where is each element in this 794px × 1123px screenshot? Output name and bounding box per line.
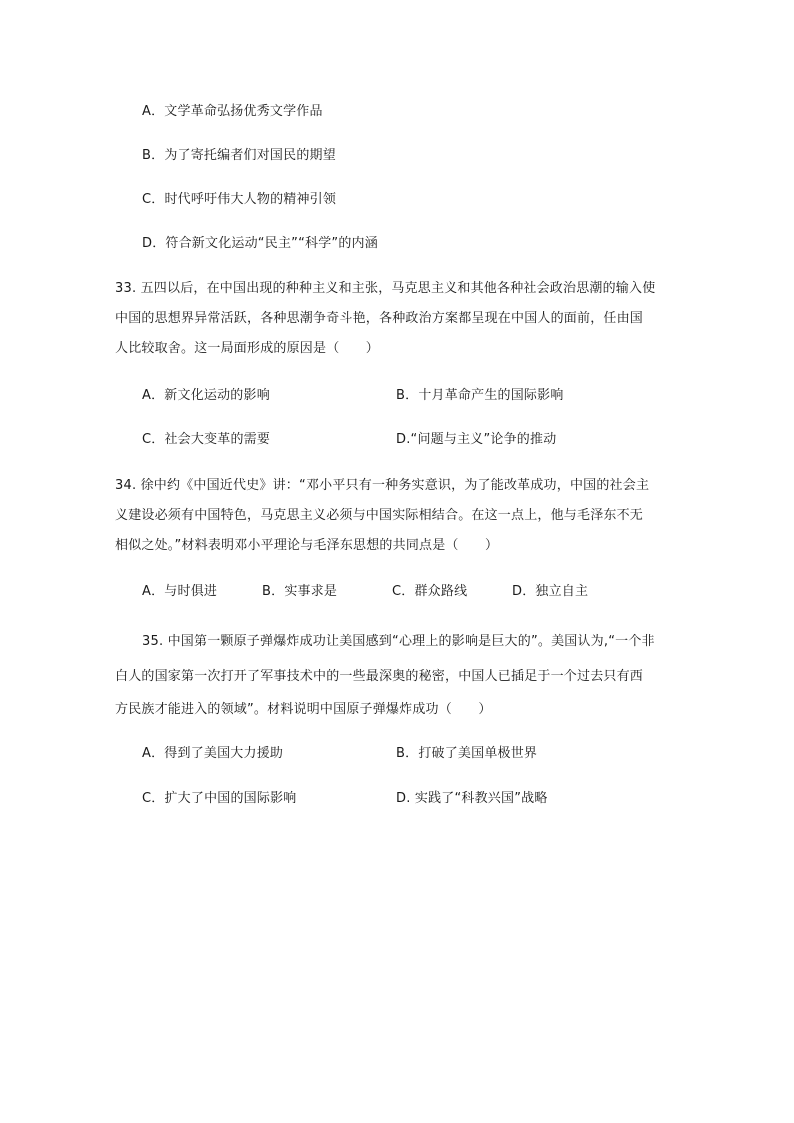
q34-stem-line-3: 相似之处。”材料表明邓小平理论与毛泽东思想的共同点是（ ） <box>115 538 499 553</box>
q33-stem-line-3: 人比较取舍。这一局面形成的原因是（ ） <box>115 341 380 356</box>
q35-option-c: C．扩大了中国的国际影响 <box>142 791 297 806</box>
q33-option-d: D.“问题与主义”论争的推动 <box>396 432 557 447</box>
q34-stem-line-1: 34. 徐中约《中国近代史》讲：“邓小平只有一种务实意识，为了能改革成功，中国的社会主 <box>115 478 650 493</box>
q33-option-c: C．社会大变革的需要 <box>142 432 271 447</box>
q34-option-b: B．实事求是 <box>262 584 338 599</box>
q35-stem-line-2: 白人的国家第一次打开了军事技术中的一些最深奥的秘密，中国人已插足于一个过去只有西 <box>115 669 644 684</box>
q33-stem-line-1: 33. 五四以后，在中国出现的种种主义和主张，马克思主义和其他各种社会政治思潮的输入使 <box>115 281 656 296</box>
q35-option-b: B．打破了美国单极世界 <box>396 746 538 761</box>
q32-option-b: B．为了寄托编者们对国民的期望 <box>142 148 336 163</box>
q34-option-a: A．与时俱进 <box>142 584 218 599</box>
q34-option-c: C．群众路线 <box>392 584 468 599</box>
q35-option-a: A．得到了美国大力援助 <box>142 746 284 761</box>
q32-option-c: C．时代呼吁伟大人物的精神引领 <box>142 192 337 207</box>
q32-option-a: A．文学革命弘扬优秀文学作品 <box>142 104 323 119</box>
q32-option-d: D．符合新文化运动“民主”“科学”的内涵 <box>142 236 378 251</box>
q35-stem-line-3: 方民族才能进入的领域”。材料说明中国原子弹爆炸成功（ ） <box>115 702 492 717</box>
q33-option-a: A．新文化运动的影响 <box>142 388 270 403</box>
q34-option-d: D．独立自主 <box>512 584 589 599</box>
q33-option-b: B．十月革命产生的国际影响 <box>396 388 564 403</box>
q35-stem-line-1: 35. 中国第一颗原子弹爆炸成功让美国感到“心理上的影响是巨大的”。美国认为,“一个非 <box>142 634 655 649</box>
q33-stem-line-2: 中国的思想界异常活跃，各种思潮争奇斗艳，各种政治方案都呈现在中国人的面前，任由国 <box>115 311 644 326</box>
q35-option-d: D. 实践了“科教兴国”战略 <box>396 791 548 806</box>
q34-stem-line-2: 义建设必须有中国特色，马克思主义必须与中国实际相结合。在这一点上，他与毛泽东不无 <box>115 508 644 523</box>
